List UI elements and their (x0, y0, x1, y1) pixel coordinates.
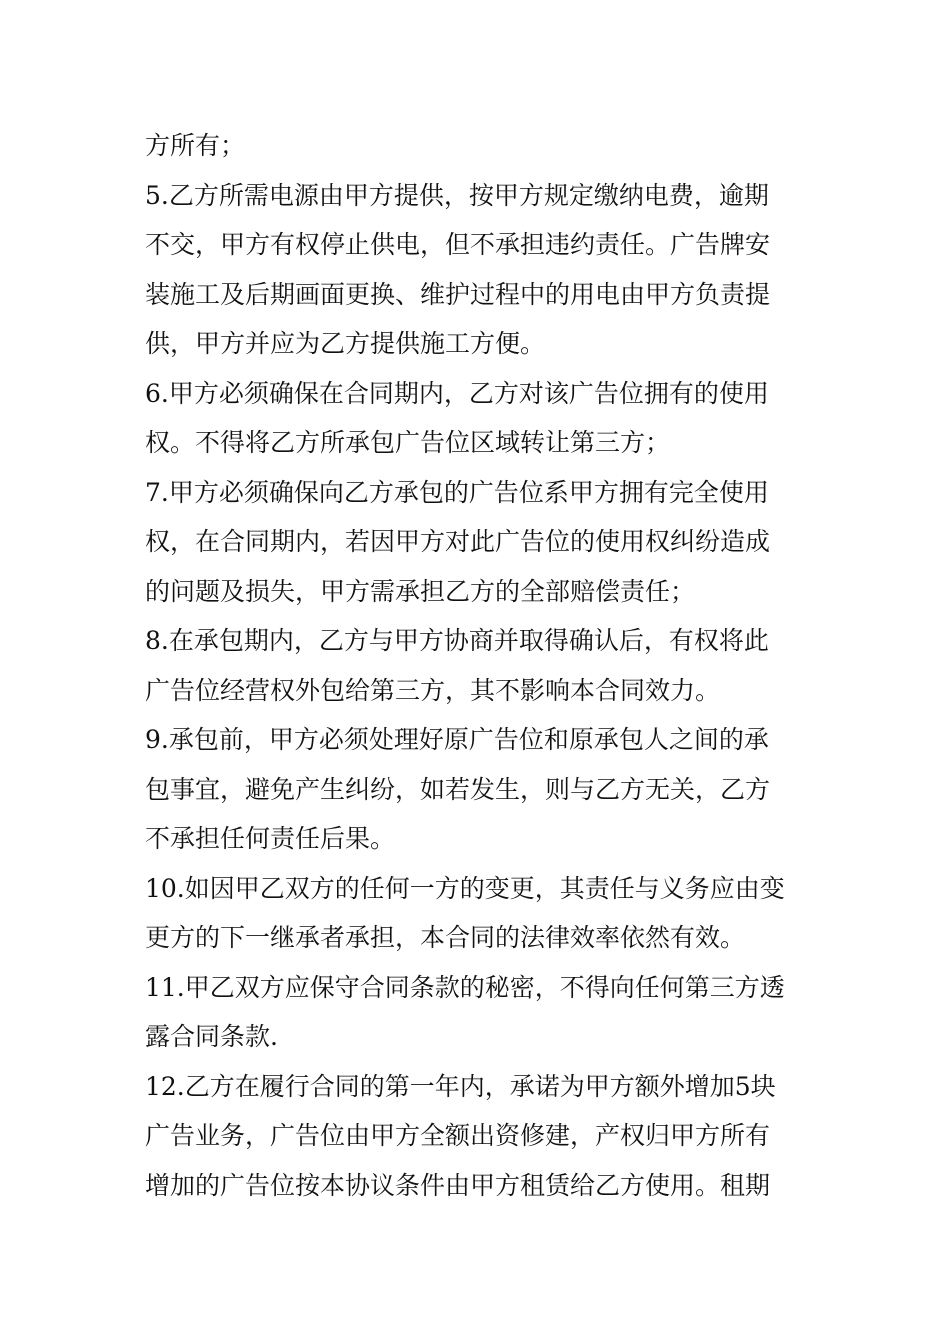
text-line: 包事宜，避免产生纠纷，如若发生，则与乙方无关，乙方 (145, 774, 771, 804)
text-line: 不承担任何责任后果。 (145, 824, 396, 853)
clause-5-line: 5.乙方所需电源由甲方提供，按甲方规定缴纳电费，逾期 (145, 180, 769, 210)
text-line: 装施工及后期画面更换、维护过程中的用电由甲方负责提 (145, 279, 771, 309)
clause-9-line: 9.承包前，甲方必须处理好原广告位和原承包人之间的承 (145, 725, 769, 754)
clause-10-line: 10.如因甲乙双方的任何一方的变更，其责任与义务应由变 (145, 873, 785, 903)
text-line: 方所有； (145, 131, 246, 160)
text-line: 更方的下一继承者承担，本合同的法律效率依然有效。 (145, 923, 746, 952)
text-line: 增加的广告位按本协议条件由甲方租赁给乙方使用。租期 (145, 1170, 771, 1200)
text-line: 露合同条款. (145, 1022, 278, 1051)
clause-12-line: 12.乙方在履行合同的第一年内，承诺为甲方额外增加5块 (145, 1071, 776, 1101)
contract-body (145, 121, 810, 1210)
text-line: 权。不得将乙方所承包广告位区域转让第三方； (145, 428, 671, 457)
text-line: 的问题及损失，甲方需承担乙方的全部赔偿责任； (145, 576, 696, 606)
text-line: 权，在合同期内，若因甲方对此广告位的使用权纠纷造成 (145, 527, 771, 556)
text-line: 不交，甲方有权停止供电，但不承担违约责任。广告牌安 (145, 230, 771, 259)
clause-7-line: 7.甲方必须确保向乙方承包的广告位系甲方拥有完全使用 (145, 477, 769, 507)
clause-8-line: 8.在承包期内，乙方与甲方协商并取得确认后，有权将此 (145, 626, 769, 655)
clause-11-line: 11.甲乙双方应保守合同条款的秘密，不得向任何第三方透 (145, 972, 785, 1002)
text-line: 广告位经营权外包给第三方，其不影响本合同效力。 (145, 675, 721, 705)
text-line: 广告业务，广告位由甲方全额出资修建，产权归甲方所有 (145, 1121, 771, 1150)
clause-6-line: 6.甲方必须确保在合同期内，乙方对该广告位拥有的使用 (145, 378, 769, 408)
text-line: 供，甲方并应为乙方提供施工方便。 (145, 329, 546, 358)
